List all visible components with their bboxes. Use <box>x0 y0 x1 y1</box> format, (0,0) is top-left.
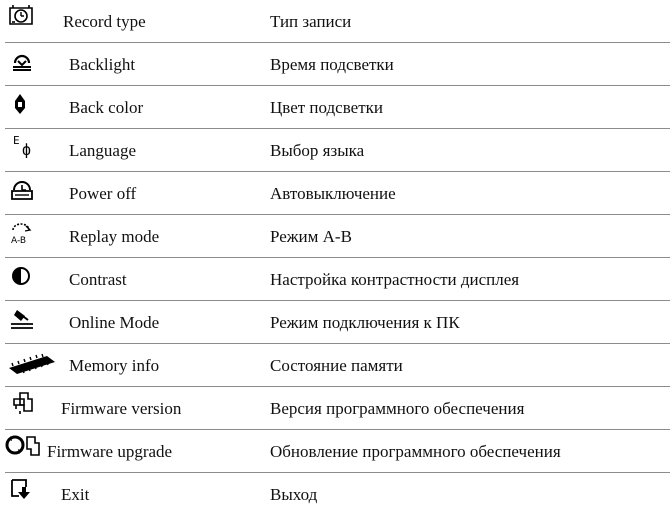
row-english-label: Back color <box>69 98 144 117</box>
row-russian-label: Выход <box>270 485 318 504</box>
contrast-icon <box>11 264 51 288</box>
row-english-label: Record type <box>63 12 146 31</box>
table-row <box>5 215 670 258</box>
record-type-icon <box>7 4 47 28</box>
row-english-label: Contrast <box>69 270 127 289</box>
row-english-label: Firmware version <box>61 399 182 418</box>
row-russian-label: Время подсветки <box>270 55 394 74</box>
row-russian-label: Обновление программного обеспечения <box>270 442 561 461</box>
power-off-icon <box>9 178 49 202</box>
firmware-version-icon <box>11 391 51 415</box>
row-english-label: Firmware upgrade <box>47 442 173 461</box>
backlight-icon <box>9 49 49 73</box>
table-row <box>5 258 670 301</box>
table-row <box>5 129 670 172</box>
replay-mode-icon <box>9 221 49 245</box>
language-icon <box>11 133 51 157</box>
language-icon-glyph: ф <box>22 141 32 159</box>
online-mode-icon <box>9 307 49 331</box>
table-row <box>5 387 670 430</box>
row-russian-label: Версия программного обеспечения <box>270 399 525 418</box>
row-russian-label: Тип записи <box>270 12 352 31</box>
memory-info-icon <box>7 350 63 374</box>
row-russian-label: Автовыключение <box>270 184 396 203</box>
table-row <box>5 473 670 516</box>
language-icon-superscript: E <box>13 134 20 147</box>
row-english-label: Language <box>69 141 137 160</box>
table-row <box>5 86 670 129</box>
table-row <box>5 0 670 43</box>
exit-icon <box>9 477 49 501</box>
row-english-label: Exit <box>61 485 90 504</box>
row-russian-label: Цвет подсветки <box>270 98 383 117</box>
row-english-label: Memory info <box>69 356 160 375</box>
row-russian-label: Выбор языка <box>270 141 365 160</box>
row-russian-label: Режим подключения к ПК <box>270 313 460 332</box>
row-english-label: Backlight <box>69 55 136 74</box>
row-english-label: Replay mode <box>69 227 160 246</box>
table-row <box>5 301 670 344</box>
back-color-icon <box>13 92 53 116</box>
row-english-label: Online Mode <box>69 313 160 332</box>
svg-text:A-B: A-B <box>11 236 27 245</box>
row-russian-label: Режим A-B <box>270 227 352 246</box>
table-row <box>5 430 670 473</box>
row-english-label: Power off <box>69 184 137 203</box>
table-row <box>5 172 670 215</box>
row-russian-label: Настройка контрастности дисплея <box>270 270 520 289</box>
table-row <box>5 43 670 86</box>
table-row <box>5 344 670 387</box>
row-russian-label: Состояние памяти <box>270 356 403 375</box>
